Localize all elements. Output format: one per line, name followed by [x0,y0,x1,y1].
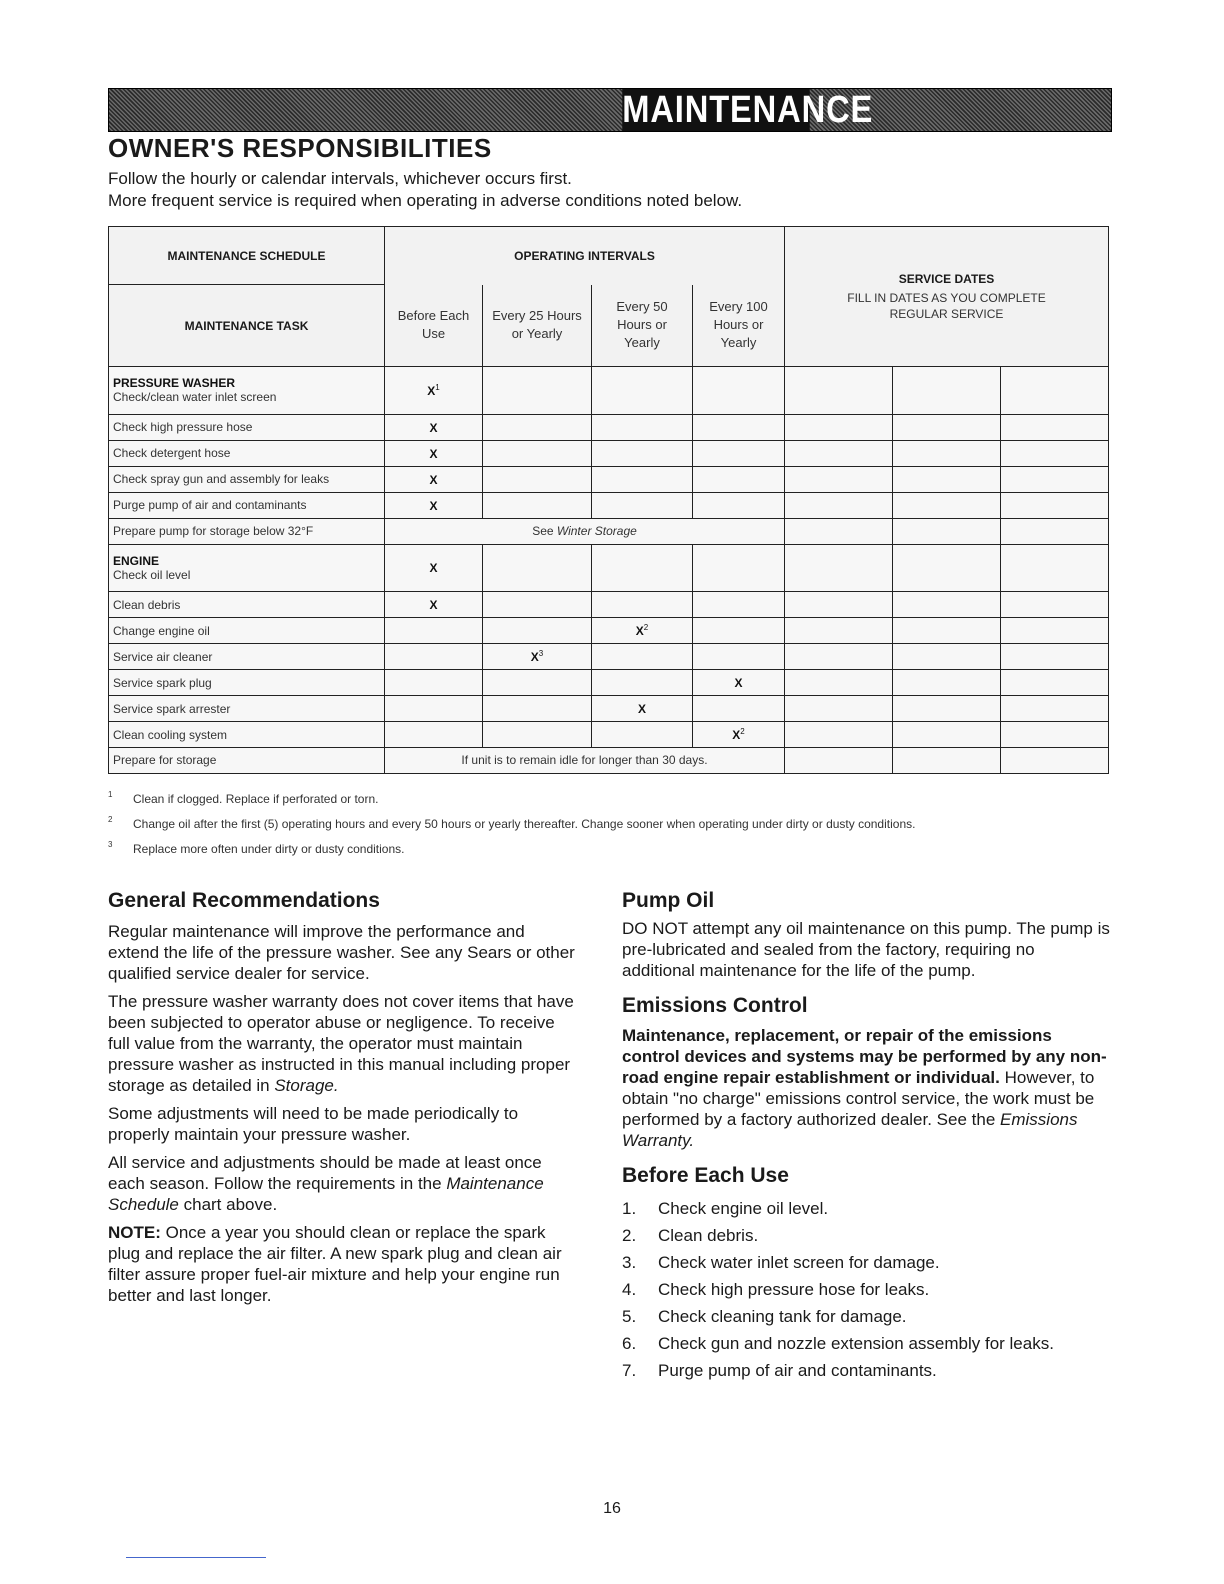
list-item [622,1249,1112,1276]
service-date-cell [1001,722,1109,748]
service-date-cell [1001,696,1109,722]
interval-line: Every 25 Hours [492,308,582,324]
step-text: Check gun and nozzle extension assembly for leaks. [658,1334,1054,1353]
general-note [108,1222,578,1306]
interval-mark-cell [592,670,693,696]
interval-mark-cell [693,722,785,748]
table-row [109,466,1109,492]
interval-mark-cell [483,466,592,492]
paragraph-text: However, to obtain "no charge" emissions control service, the work must be performed by a factory authorized dealer. See the [622,1068,1095,1129]
table-row [109,367,1109,415]
maintenance-schedule-table [108,226,1109,774]
service-date-cell [785,544,893,592]
interval-mark-cell [483,440,592,466]
footnote-text: Clean if clogged. Replace if perforated or torn. [133,792,379,806]
list-item [622,1195,1112,1222]
interval-mark-cell [693,440,785,466]
table-row [109,747,1109,773]
service-date-cell [893,592,1001,618]
task-label: Check oil level [113,567,191,582]
task-label: Clean cooling system [113,727,228,742]
interval-mark-cell [592,592,693,618]
step-number: 6. [622,1334,637,1353]
interval-line: Every 50 [616,299,668,315]
step-number: 1. [622,1199,637,1218]
intro-text [108,168,742,212]
interval-note-italic: Winter Storage [556,524,637,539]
storage-reference: Storage. [274,1076,339,1095]
task-cell [109,592,385,618]
interval-mark-cell [693,492,785,518]
list-item [622,1303,1112,1330]
service-date-cell [893,544,1001,592]
interval-mark-cell [693,367,785,415]
service-date-cell [785,414,893,440]
interval-line: Hours or [617,317,667,333]
step-number: 2. [622,1226,637,1245]
interval-mark-cell [592,440,693,466]
interval-note: If unit is to remain idle for longer than 30 days. [461,753,708,768]
interval-mark-cell [483,544,592,592]
emissions-bold-statement: Maintenance, replacement, or repair of the emissions control devices and systems may be performed by any non-road engine repair establishment or individual. [622,1026,1107,1087]
interval-mark-cell [693,592,785,618]
interval-mark-cell [483,592,592,618]
footnote [108,840,1108,865]
service-date-cell [1001,367,1109,415]
interval-mark: X [427,383,436,398]
table-row [109,518,1109,544]
task-cell [109,644,385,670]
footnote-number: 3 [108,840,113,849]
table-row [109,544,1109,592]
paragraph-text: The pressure washer warranty does not cover items that have been subjected to operator abuse or negligence. To receive full value from the warranty, the operator must maintain pressure washer as instructed in this manual including proper storage as detailed in [108,992,574,1095]
service-date-cell [785,518,893,544]
service-date-cell [785,492,893,518]
service-date-cell [893,440,1001,466]
intro-line: Follow the hourly or calendar intervals, whichever occurs first. [108,169,572,188]
step-number: 5. [622,1307,637,1326]
interval-mark-cell [483,644,592,670]
interval-header-100-hours [693,285,785,367]
interval-mark-cell [483,618,592,644]
task-label: Check spray gun and assembly for leaks [113,472,330,487]
service-date-cell [785,592,893,618]
service-date-cell [893,747,1001,773]
general-paragraph: Regular maintenance will improve the performance and extend the life of the pressure washer. See any Sears or other qualified service dealer for service. [108,922,575,983]
interval-mark-cell [385,544,483,592]
interval-mark-cell [693,466,785,492]
interval-mark-cell [483,722,592,748]
service-date-cell [1001,592,1109,618]
paragraph-text: All service and adjustments should be made at least once each season. Follow the requirements in the [108,1153,542,1193]
service-date-cell [893,414,1001,440]
page-number: 16 [603,1500,621,1517]
interval-mark-cell [693,670,785,696]
interval-mark: X [429,420,438,435]
interval-note-cell [385,518,785,544]
footnote-ref: 3 [538,649,544,659]
task-cell [109,544,385,592]
page-rule [126,1557,266,1558]
interval-line: Yearly [720,335,757,351]
table-row [109,440,1109,466]
table-row [109,618,1109,644]
general-recommendations-section [108,888,578,1306]
footnote [108,815,1108,840]
task-label: Service spark arrester [113,701,231,716]
interval-mark: X [635,624,644,639]
interval-mark: X [530,650,539,665]
step-text: Check engine oil level. [658,1199,829,1218]
service-date-cell [785,618,893,644]
interval-mark-cell [592,644,693,670]
interval-line: or Yearly [511,326,563,342]
interval-note-cell [385,747,785,773]
table-row [109,492,1109,518]
service-dates-subtitle: REGULAR SERVICE [889,306,1004,321]
footnote-text: Replace more often under dirty or dusty conditions. [133,842,405,856]
interval-mark: X [429,498,438,513]
table-row [109,696,1109,722]
list-item [622,1276,1112,1303]
task-label: Clean debris [113,597,181,612]
footnote-ref: 2 [740,727,745,736]
task-label: Change engine oil [113,623,210,638]
emissions-control-heading: Emissions Control [622,994,808,1017]
service-date-cell [785,440,893,466]
banner-title: MAINTENANCE [622,89,874,131]
interval-mark: X [637,702,646,717]
footnote-ref: 1 [435,382,440,392]
service-date-cell [893,722,1001,748]
interval-mark: X [429,561,438,576]
owner-responsibilities-heading: OWNER'S RESPONSIBILITIES [108,133,492,163]
interval-mark-cell [693,618,785,644]
service-date-cell [1001,518,1109,544]
service-date-cell [1001,644,1109,670]
step-text: Check cleaning tank for damage. [658,1307,907,1326]
interval-mark-cell [385,367,483,415]
step-number: 4. [622,1280,637,1299]
service-date-cell [893,618,1001,644]
interval-mark-cell [592,367,693,415]
interval-line: Every 100 [709,299,768,315]
step-number: 3. [622,1253,637,1272]
interval-mark-cell [693,544,785,592]
interval-mark-cell [385,644,483,670]
interval-mark-cell [693,414,785,440]
service-date-cell [893,696,1001,722]
interval-mark: X [429,472,438,487]
service-date-cell [893,518,1001,544]
table-row [109,722,1109,748]
interval-mark-cell [592,414,693,440]
before-each-use-heading: Before Each Use [622,1164,789,1187]
pump-oil-heading: Pump Oil [622,889,715,912]
interval-mark-cell [385,592,483,618]
table-row [109,670,1109,696]
service-date-cell [893,670,1001,696]
service-date-cell [785,747,893,773]
task-cell [109,466,385,492]
interval-mark: X [732,728,741,742]
service-date-cell [785,644,893,670]
task-cell [109,440,385,466]
task-label: Service air cleaner [113,649,213,664]
task-label: Check/clean water inlet screen [113,390,277,405]
interval-mark-cell [385,492,483,518]
interval-line: Hours or [713,317,764,333]
service-date-cell [893,367,1001,415]
interval-note: See [532,524,557,539]
interval-mark-cell [385,696,483,722]
task-label: Prepare pump for storage below 32°F [113,524,314,539]
general-paragraph: Some adjustments will need to be made periodically to properly maintain your pressure washer. [108,1104,519,1144]
task-label: Prepare for storage [113,753,217,768]
task-cell [109,518,385,544]
service-dates-subtitle: FILL IN DATES AS YOU COMPLETE [847,290,1046,305]
footnotes [108,790,1108,865]
task-cell [109,492,385,518]
step-text: Clean debris. [658,1226,759,1245]
service-date-cell [1001,492,1109,518]
interval-mark-cell [693,644,785,670]
service-date-cell [785,367,893,415]
list-item [622,1222,1112,1249]
step-text: Check water inlet screen for damage. [658,1253,940,1272]
general-paragraph [108,991,578,1096]
task-cell [109,618,385,644]
service-date-cell [1001,747,1109,773]
footnote-ref: 2 [643,623,649,633]
general-paragraph [108,1152,578,1215]
maintenance-schedule-header: MAINTENANCE SCHEDULE [109,227,385,285]
step-text: Check high pressure hose for leaks. [658,1280,930,1299]
before-each-use-list [622,1195,1112,1384]
general-recommendations-heading: General Recommendations [108,889,380,912]
interval-mark-cell [385,466,483,492]
task-label: Check high pressure hose [113,420,253,435]
step-number: 7. [622,1361,637,1380]
interval-header-25-hours [483,285,592,367]
task-label: Service spark plug [113,675,212,690]
interval-line: Yearly [624,335,660,351]
interval-mark-cell [592,696,693,722]
interval-mark-cell [483,670,592,696]
interval-mark-cell [385,670,483,696]
interval-mark-cell [592,618,693,644]
service-date-cell [785,696,893,722]
service-date-cell [1001,618,1109,644]
service-date-cell [893,644,1001,670]
section-banner [108,88,1112,132]
task-cell [109,670,385,696]
note-text: Once a year you should clean or replace the spark plug and replace the air filter. A new spark plug and clean air filter assure proper fuel-air mixture and help your engine run better and last longer. [108,1223,562,1305]
service-date-cell [785,670,893,696]
service-date-cell [893,492,1001,518]
task-label: Purge pump of air and contaminants [113,498,307,513]
service-date-cell [1001,414,1109,440]
interval-mark: X [429,446,438,461]
interval-mark-cell [483,414,592,440]
task-cell [109,367,385,415]
interval-mark-cell [592,466,693,492]
service-date-cell [785,722,893,748]
service-dates-title: SERVICE DATES [898,271,995,286]
right-column [622,888,1112,1384]
footnote-number: 1 [108,790,113,799]
interval-mark-cell [693,696,785,722]
table-row [109,592,1109,618]
group-label: PRESSURE WASHER [113,376,236,391]
interval-mark-cell [385,414,483,440]
interval-mark: X [734,676,743,691]
service-date-cell [1001,440,1109,466]
task-cell [109,414,385,440]
interval-mark-cell [483,492,592,518]
emissions-warranty-reference: Emissions Warranty. [622,1110,1078,1150]
interval-mark-cell [592,492,693,518]
interval-header-50-hours [592,285,693,367]
interval-mark-cell [385,618,483,644]
footnote-text: Change oil after the first (5) operating hours and every 50 hours or yearly thereafter. Change sooner when operating under dirty or dusty conditions. [133,817,916,831]
footnote-number: 2 [108,815,113,824]
interval-mark-cell [483,696,592,722]
emissions-text [622,1025,1112,1151]
step-text: Purge pump of air and contaminants. [658,1361,937,1380]
task-cell [109,747,385,773]
interval-header-before-each-use [385,285,483,367]
task-label: Check detergent hose [113,446,231,461]
interval-mark-cell [592,544,693,592]
paragraph-text: chart above. [178,1195,278,1214]
note-label: NOTE: [108,1223,161,1242]
interval-mark-cell [483,367,592,415]
interval-mark: X [429,598,438,613]
service-date-cell [1001,670,1109,696]
maintenance-task-header: MAINTENANCE TASK [109,285,385,367]
intro-line: More frequent service is required when operating in adverse conditions noted below. [108,191,743,210]
service-date-cell [893,466,1001,492]
pump-oil-text: DO NOT attempt any oil maintenance on this pump. The pump is pre-lubricated and sealed from the factory, requiring no additional maintenance for the life of the pump. [622,919,1110,980]
service-dates-header [785,227,1109,367]
service-date-cell [1001,544,1109,592]
group-label: ENGINE [113,553,160,568]
table-row [109,644,1109,670]
footnote [108,790,1108,815]
service-date-cell [1001,466,1109,492]
interval-line: Use [421,326,446,342]
maintenance-schedule-reference: Maintenance Schedule [108,1174,544,1214]
task-cell [109,722,385,748]
interval-mark-cell [592,722,693,748]
schedule-body [109,367,1109,774]
interval-line: Before Each [397,308,470,324]
list-item [622,1330,1112,1357]
task-cell [109,696,385,722]
service-date-cell [785,466,893,492]
operating-intervals-header: OPERATING INTERVALS [385,227,785,285]
list-item [622,1357,1112,1384]
interval-mark-cell [385,440,483,466]
interval-mark-cell [385,722,483,748]
table-row [109,414,1109,440]
